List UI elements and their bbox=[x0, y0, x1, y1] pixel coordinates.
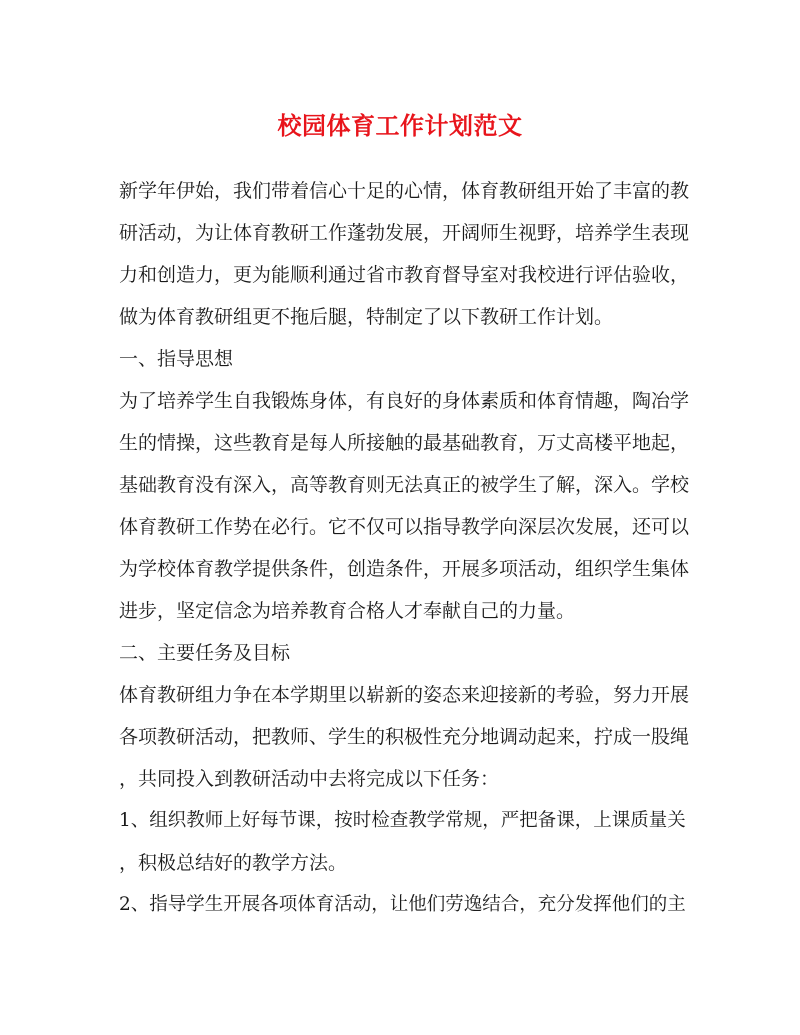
paragraph-line: 研活动，为让体育教研工作蓬勃发展，开阔师生视野，培养学生表现 bbox=[119, 222, 690, 244]
paragraph-line: 为学校体育教学提供条件，创造条件，开展多项活动，组织学生集体 bbox=[119, 558, 690, 580]
paragraph-line: 新学年伊始，我们带着信心十足的心情，体育教研组开始了丰富的教 bbox=[119, 180, 690, 202]
paragraph-line: 基础教育没有深入，高等教育则无法真正的被学生了解，深入。学校 bbox=[119, 474, 690, 496]
paragraph-line: 体育教研组力争在本学期里以崭新的姿态来迎接新的考验，努力开展 bbox=[119, 684, 690, 706]
paragraph-line: 为了培养学生自我锻炼身体，有良好的身体素质和体育情趣，陶冶学 bbox=[119, 390, 690, 412]
section-heading: 二、主要任务及目标 bbox=[119, 642, 291, 664]
paragraph-line: 生的情操，这些教育是每人所接触的最基础教育，万丈高楼平地起， bbox=[119, 432, 690, 454]
paragraph-line: 进步，坚定信念为培养教育合格人才奉献自己的力量。 bbox=[119, 600, 576, 622]
paragraph-line: ，共同投入到教研活动中去将完成以下任务： bbox=[119, 768, 500, 790]
section-heading: 一、指导思想 bbox=[119, 348, 234, 370]
paragraph-line: 做为体育教研组更不拖后腿，特制定了以下教研工作计划。 bbox=[119, 306, 614, 328]
paragraph-line: 体育教研工作势在必行。它不仅可以指导教学向深层次发展，还可以 bbox=[119, 516, 690, 538]
list-item-line: 2、指导学生开展各项体育活动，让他们劳逸结合，充分发挥他们的主 bbox=[119, 894, 686, 915]
paragraph-line: 各项教研活动，把教师、学生的积极性充分地调动起来，拧成一股绳 bbox=[119, 726, 690, 748]
document-title: 校园体育工作计划范文 bbox=[277, 111, 523, 140]
paragraph-line: 力和创造力，更为能顺利通过省市教育督导室对我校进行评估验收， bbox=[119, 264, 690, 286]
list-item-line: 1、组织教师上好每节课，按时检查教学常规，严把备课，上课质量关 bbox=[119, 810, 686, 831]
list-item-line: ，积极总结好的教学方法。 bbox=[119, 852, 348, 874]
